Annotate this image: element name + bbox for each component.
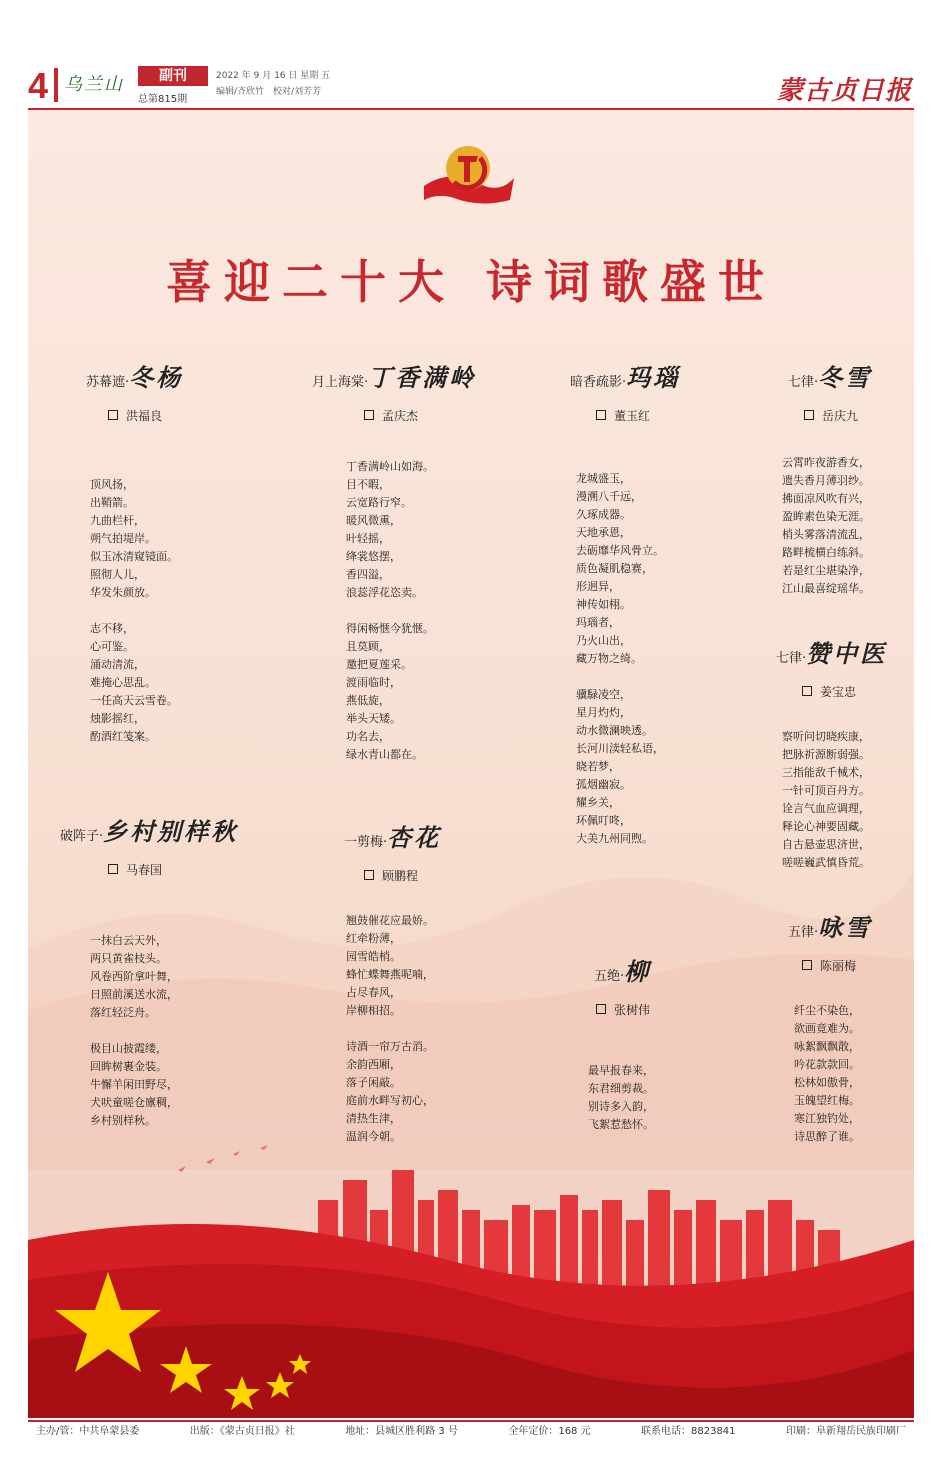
- poem-name: 咏雪: [818, 913, 873, 942]
- poem-title-block: [776, 634, 887, 700]
- poem-line: 渡雨临时，: [346, 676, 401, 689]
- stanza-break: [346, 602, 434, 620]
- poem-body: [588, 1062, 654, 1134]
- poem-line: 涌动清流，: [90, 658, 145, 671]
- poem-line: 吟花款款回。: [794, 1058, 860, 1071]
- poem-line: 龙城盛玉，: [576, 472, 631, 485]
- poem-tune: 一剪梅·: [344, 835, 388, 850]
- poem-body: [794, 1002, 860, 1146]
- poem-title-block: [60, 812, 238, 878]
- poem-line: 似玉冰清窥镜面。: [90, 550, 178, 563]
- poem-line: 嗟嗟巍武慎昏荒。: [782, 856, 870, 869]
- poem-line: 路畔梳横白练斜。: [782, 546, 870, 559]
- poem-line: 落红轻泛舟。: [90, 1006, 156, 1019]
- poem-body: [782, 454, 870, 598]
- poem-line: 落子闲敲。: [346, 1076, 401, 1089]
- footer-sponsor: 主办/管：中共阜蒙县委: [36, 1426, 140, 1437]
- poem-line: 盈眸素色染无涯。: [782, 510, 870, 523]
- poem-line: 孤烟幽寂。: [576, 778, 631, 791]
- poem-line: 华发朱颜放。: [90, 586, 156, 599]
- poem-line: 去砺靡华风骨立。: [576, 544, 664, 557]
- poem-line: 极目山披霞缕，: [90, 1042, 167, 1055]
- poem-line: 寒江独钓处，: [794, 1112, 860, 1125]
- poem-title-block: [788, 358, 872, 424]
- poem-line: 心可鉴。: [90, 640, 134, 653]
- poem-line: 东君细剪裁。: [588, 1082, 654, 1095]
- poem-line: 玛瑙者，: [576, 616, 620, 629]
- poem-line: 牛懈羊闲田野尽，: [90, 1078, 178, 1091]
- poem-line: 玉魄望红梅。: [794, 1094, 860, 1107]
- newspaper-name: 蒙古贞日报: [776, 76, 912, 106]
- author-box-icon: [108, 864, 118, 874]
- author-box-icon: [108, 410, 118, 420]
- poem-line: 难掩心思乱。: [90, 676, 156, 689]
- poem-line: 园雪皓梢。: [346, 950, 401, 963]
- poem-line: 叶轻摇，: [346, 532, 390, 545]
- poem-author: 顾鹏程: [382, 869, 419, 883]
- poem-line: 乃火山出，: [576, 634, 631, 647]
- poem-line: 出鞘箭。: [90, 496, 134, 509]
- poem-line: 清热生津，: [346, 1112, 401, 1125]
- page-number-bar: [54, 68, 58, 102]
- poem-line: 漫溯八千远，: [576, 490, 642, 503]
- poem-line: 浪蕊浮花恣卖。: [346, 586, 423, 599]
- page-number: 4: [28, 65, 49, 106]
- stanza-break: [90, 602, 178, 620]
- footer-address: 地址：县城区胜利路 3 号: [345, 1426, 458, 1437]
- poem-line: 且莫顾，: [346, 640, 390, 653]
- poem-line: 云宽路行窄。: [346, 496, 412, 509]
- footer-imprint: [28, 1420, 914, 1440]
- poem-line: 邀把夏莲采。: [346, 658, 412, 671]
- poem-title-block: [570, 358, 680, 424]
- stanza-break: [90, 1022, 178, 1040]
- poem-line: 天地承恩，: [576, 526, 631, 539]
- poem-name: 冬杨: [129, 363, 184, 392]
- poem-line: 两只黄雀枝头。: [90, 952, 167, 965]
- poem-author: 董玉红: [614, 409, 651, 423]
- author-box-icon: [364, 410, 374, 420]
- poem-name: 丁香满岭: [368, 363, 477, 392]
- poem-line: 岸柳相招。: [346, 1004, 401, 1017]
- headline-part-1: 喜迎二十大: [166, 255, 456, 309]
- poem-line: 温润今朝。: [346, 1130, 401, 1143]
- poem-body: [346, 912, 434, 1146]
- dateline: [216, 68, 330, 100]
- poem-title-block: [86, 358, 183, 424]
- poem-line: 一针可顶百丹方。: [782, 784, 870, 797]
- poem-author: 洪福良: [126, 409, 163, 423]
- poem-line: 自古悬壶思济世，: [782, 838, 870, 851]
- poem-line: 犬吠童嗟仓廪稠，: [90, 1096, 178, 1109]
- poem-tune: 七律·: [776, 651, 807, 666]
- editors-credit: 编辑/齐欣竹 校对/刘芳芳: [216, 87, 322, 97]
- poem-line: 欲画竟难为。: [794, 1022, 860, 1035]
- poem-line: 蜂忙蝶舞燕呢喃，: [346, 968, 434, 981]
- poem-line: 飞絮惹愁怀。: [588, 1118, 654, 1131]
- poem-line: 别诗多入韵，: [588, 1100, 654, 1113]
- poetry-poster: [28, 110, 914, 1418]
- headline-part-2: 诗词歌盛世: [486, 255, 776, 309]
- poem-tune: 五律·: [788, 925, 819, 940]
- poem-line: 骥騄凌空，: [576, 688, 631, 701]
- poem-line: 志不移，: [90, 622, 134, 635]
- poem-name: 玛瑙: [626, 363, 681, 392]
- poem-body: [782, 728, 870, 872]
- poem-line: 占尽春风，: [346, 986, 401, 999]
- poem-line: 日照前溪送水流，: [90, 988, 178, 1001]
- section-logo: 乌兰山: [64, 74, 124, 95]
- footer-price: 全年定价：168 元: [508, 1426, 591, 1437]
- footer-publisher: 出版：《蒙古贞日报》社: [189, 1426, 295, 1437]
- poem-author: 陈丽梅: [820, 959, 857, 973]
- poem-tune: 月上海棠·: [312, 375, 369, 390]
- poem-line: 最早报春来，: [588, 1064, 654, 1077]
- poem-line: 酌酒红笺案。: [90, 730, 156, 743]
- poem-line: 举头天矮。: [346, 712, 401, 725]
- poem-line: 江山最喜绽瑶华。: [782, 582, 870, 595]
- poem-title-block: [312, 358, 476, 424]
- poem-line: 余韵西厢，: [346, 1058, 401, 1071]
- party-emblem-icon: [420, 138, 516, 208]
- poem-line: 风卷西阶拿叶舞，: [90, 970, 178, 983]
- poem-tune: 五绝·: [594, 969, 625, 984]
- author-box-icon: [364, 870, 374, 880]
- poem-line: 长河川渎轻私语，: [576, 742, 664, 755]
- poem-line: 香四溢，: [346, 568, 390, 581]
- poem-tune: 暗香疏影·: [570, 375, 627, 390]
- poem-name: 冬雪: [818, 363, 873, 392]
- poem-line: 久琢成器。: [576, 508, 631, 521]
- poem-line: 梢头雾落清流乱，: [782, 528, 870, 541]
- poem-tune: 破阵子·: [60, 829, 104, 844]
- poem-line: 释论心神要固藏。: [782, 820, 870, 833]
- poem-line: 丁香满岭山如海。: [346, 460, 434, 473]
- poem-line: 烛影摇红，: [90, 712, 145, 725]
- poem-line: 耀乡关，: [576, 796, 620, 809]
- poem-title-block: [594, 952, 651, 1018]
- poem-line: 咏絮飘飘散，: [794, 1040, 860, 1053]
- author-box-icon: [596, 1004, 606, 1014]
- poem-line: 顶风扬，: [90, 478, 134, 491]
- poem-line: 翘鼓催花应最娇。: [346, 914, 434, 927]
- poem-line: 动水微澜映透。: [576, 724, 653, 737]
- poem-body: [90, 932, 178, 1130]
- poem-line: 形迥异，: [576, 580, 620, 593]
- poem-line: 把脉祈源断弱强。: [782, 748, 870, 761]
- poem-line: 乡村别样秋。: [90, 1114, 156, 1127]
- supplement-badge: 副刊: [138, 66, 208, 86]
- poem-line: 察听问切晓疾康，: [782, 730, 870, 743]
- poem-name: 赞中医: [806, 639, 888, 668]
- poem-author: 张树伟: [614, 1003, 651, 1017]
- author-box-icon: [802, 960, 812, 970]
- poem-line: 暖风微熏，: [346, 514, 401, 527]
- poem-line: 云霄昨夜游香女，: [782, 456, 870, 469]
- poem-line: 神传如栩。: [576, 598, 631, 611]
- poem-line: 拂面凉风吹有兴，: [782, 492, 870, 505]
- author-box-icon: [802, 686, 812, 696]
- poem-line: 星月灼灼，: [576, 706, 631, 719]
- poem-line: 回眸树裹金装。: [90, 1060, 167, 1073]
- poem-line: 朔气拍堤岸。: [90, 532, 156, 545]
- poem-line: 燕低旋，: [346, 694, 390, 707]
- poem-body: [576, 470, 664, 848]
- poem-line: 环佩叮咚，: [576, 814, 631, 827]
- poem-line: 诗思醉了谁。: [794, 1130, 860, 1143]
- poem-line: 晓若梦，: [576, 760, 620, 773]
- poem-name: 杏花: [387, 823, 442, 852]
- author-box-icon: [596, 410, 606, 420]
- poem-author: 岳庆九: [822, 409, 859, 423]
- issue-number: 总第815期: [138, 94, 188, 105]
- poem-name: 柳: [624, 957, 652, 986]
- poem-tune: 苏幕遮·: [86, 375, 130, 390]
- poem-line: 绿水青山都在。: [346, 748, 423, 761]
- poem-line: 庭前水畔写初心，: [346, 1094, 434, 1107]
- issue-date: 2022 年 9 月 16 日 星期 五: [216, 71, 331, 81]
- poem-title-block: [788, 908, 872, 974]
- poem-author: 马春国: [126, 863, 163, 877]
- footer-printer: 印刷：阜新翔岳民族印刷厂: [785, 1426, 906, 1437]
- poem-body: [90, 476, 178, 746]
- poem-line: 九曲栏杆，: [90, 514, 145, 527]
- poem-line: 三指能敌千械术，: [782, 766, 870, 779]
- poem-line: 一任高天云雪卷。: [90, 694, 178, 707]
- masthead: [28, 62, 914, 110]
- poem-line: 若是红尘堪染净，: [782, 564, 870, 577]
- poem-line: 得闲畅惬今犹惬。: [346, 622, 434, 635]
- poem-line: 遗失香月薄羽纱。: [782, 474, 870, 487]
- poem-line: 纤尘不染色，: [794, 1004, 860, 1017]
- poem-author: 孟庆杰: [382, 409, 419, 423]
- poem-tune: 七律·: [788, 375, 819, 390]
- poem-line: 一抹白云天外，: [90, 934, 167, 947]
- author-box-icon: [804, 410, 814, 420]
- poem-title-block: [344, 818, 441, 884]
- poem-author: 姜宝忠: [820, 685, 857, 699]
- poem-name: 乡村别样秋: [103, 817, 239, 846]
- poem-line: 质色凝肌稳赛，: [576, 562, 653, 575]
- poem-line: 功名去，: [346, 730, 390, 743]
- poem-line: 目不暇，: [346, 478, 390, 491]
- footer-phone: 联系电话：8823841: [641, 1426, 736, 1437]
- poem-line: 诗酒一帘万古消。: [346, 1040, 434, 1053]
- poem-line: 绛裳悠摆，: [346, 550, 401, 563]
- poem-line: 松林如傲骨，: [794, 1076, 860, 1089]
- stanza-break: [346, 1020, 434, 1038]
- poem-line: 照彻人儿，: [90, 568, 145, 581]
- poem-body: [346, 458, 434, 764]
- stanza-break: [576, 668, 664, 686]
- headline: [28, 246, 914, 312]
- poem-line: 诠言气血应调理，: [782, 802, 870, 815]
- poem-line: 大美九州同煦。: [576, 832, 653, 845]
- poem-line: 藏万物之绮。: [576, 652, 642, 665]
- poem-line: 红牵粉薄，: [346, 932, 401, 945]
